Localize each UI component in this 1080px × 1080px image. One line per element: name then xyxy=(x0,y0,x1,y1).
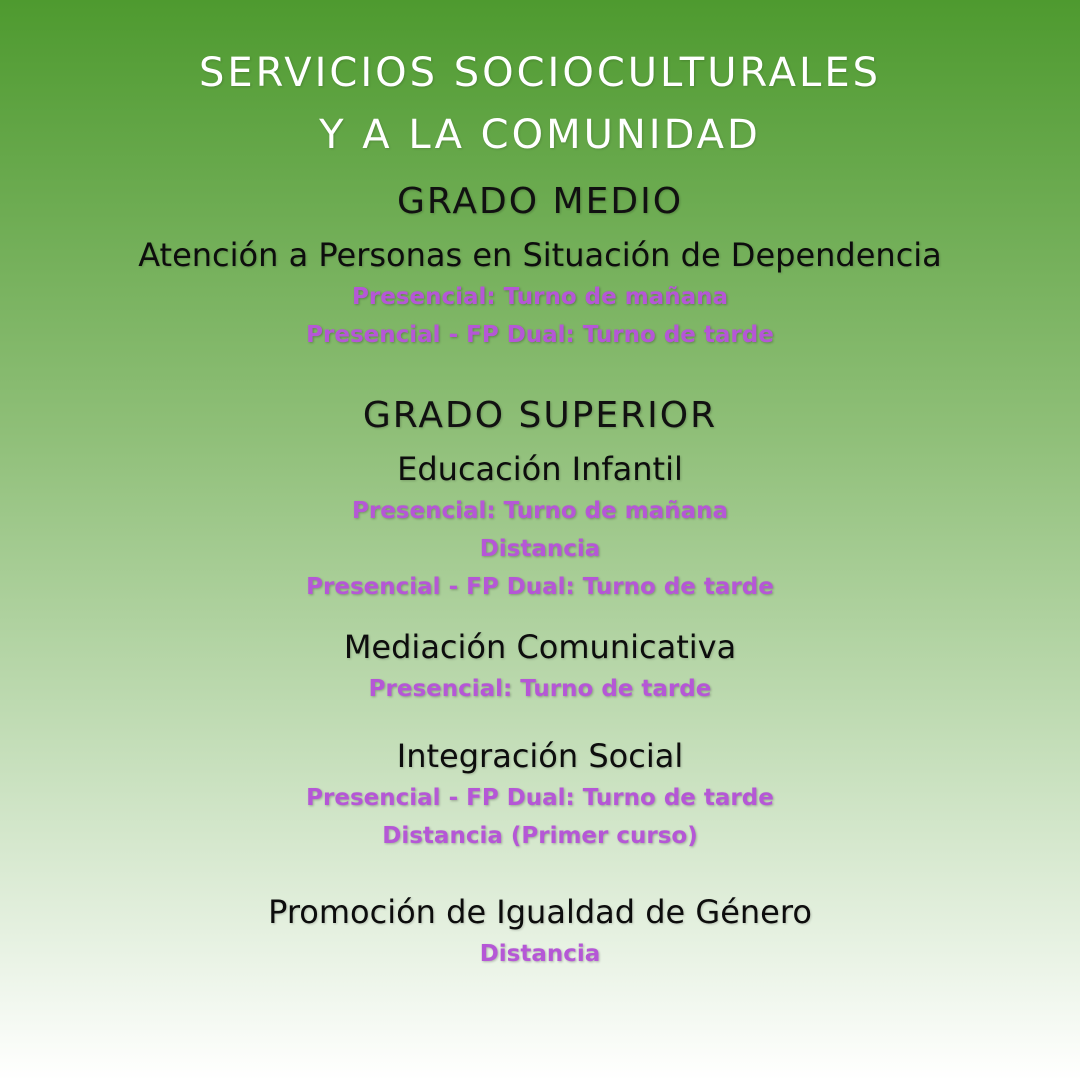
course-name-atencion-dependencia: Atención a Personas en Situación de Dependencia xyxy=(138,236,942,274)
title-line-1: SERVICIOS SOCIOCULTURALES xyxy=(198,50,881,96)
mode-educacion-infantil-1: Presencial: Turno de mañana xyxy=(352,498,728,524)
mode-integracion-social-2: Distancia (Primer curso) xyxy=(382,823,698,849)
course-name-igualdad-genero: Promoción de Igualdad de Género xyxy=(268,893,812,931)
mode-educacion-infantil-3: Presencial - FP Dual: Turno de tarde xyxy=(306,574,774,600)
title-line-2: Y A LA COMUNIDAD xyxy=(319,112,761,158)
mode-atencion-dependencia-1: Presencial: Turno de mañana xyxy=(352,284,728,310)
course-name-integracion-social: Integración Social xyxy=(396,737,684,775)
mode-igualdad-genero-1: Distancia xyxy=(479,941,601,967)
course-name-educacion-infantil: Educación Infantil xyxy=(397,450,683,488)
course-name-mediacion-comunicativa: Mediación Comunicativa xyxy=(343,628,737,666)
grado-superior-heading: GRADO SUPERIOR xyxy=(362,395,718,436)
mode-atencion-dependencia-2: Presencial - FP Dual: Turno de tarde xyxy=(306,322,774,348)
mode-educacion-infantil-2: Distancia xyxy=(479,536,601,562)
mode-integracion-social-1: Presencial - FP Dual: Turno de tarde xyxy=(306,785,774,811)
grado-medio-heading: GRADO MEDIO xyxy=(396,181,684,222)
mode-mediacion-comunicativa-1: Presencial: Turno de tarde xyxy=(368,676,712,702)
